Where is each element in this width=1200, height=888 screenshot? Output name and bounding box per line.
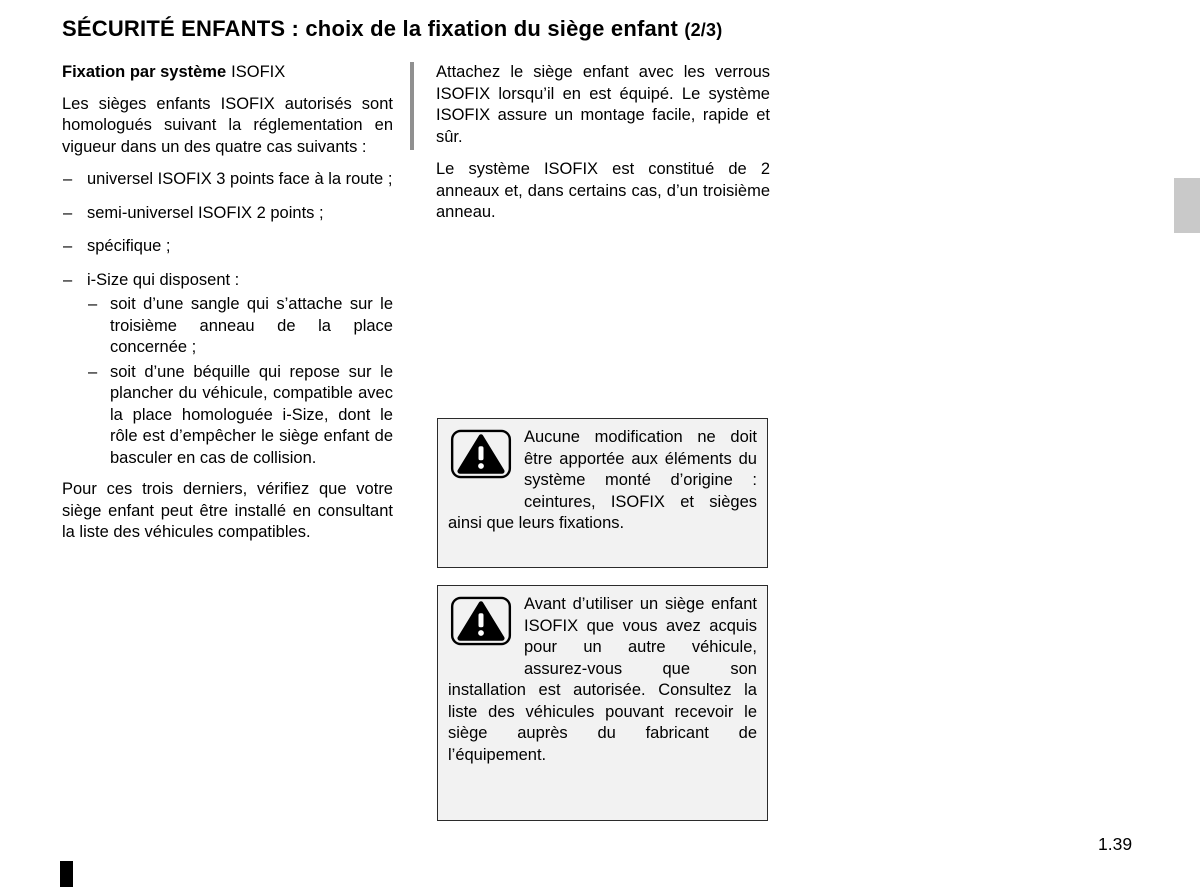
section-heading [62,62,393,84]
chapter-tab-marker [1174,178,1200,233]
section-heading-bold: Fixation par système [62,63,227,81]
list-item-text: universel ISOFIX 3 points face à la route ; [87,170,393,188]
body-paragraph: Attachez le siège enfant avec les verrous ISOFIX lorsqu’il en est équipé. Le système ISOFIX assure un montage facile, rapide et sûr. [436,63,770,146]
print-registration-mark [60,861,73,887]
list-item [62,270,393,292]
bullet-dash: – [63,203,73,222]
page-title-text: SÉCURITÉ ENFANTS : choix de la fixation du siège enfant [62,16,679,41]
bullet-dash: – [63,270,73,289]
list-item-text: semi-universel ISOFIX 2 points ; [87,203,324,222]
bullet-dash: – [88,362,98,381]
bullet-dash: – [88,295,98,313]
section-heading-normal: ISOFIX [231,63,286,81]
list-item-text: spécifique ; [87,237,171,255]
warning-text: Avant d’utiliser un siège enfant ISOFIX que vous avez acquis pour un autre véhicule, assurez-vous que son installation est autorisée. Consultez la liste des véhicules pouvant recevoir le siège auprès du fabricant de l’équipement. [448,595,757,764]
sub-list-item [62,362,393,470]
page-title-indicator: (2/3) [684,20,723,40]
closing-paragraph: Pour ces trois derniers, vérifiez que votre siège enfant peut être installé en consultant la liste des véhicules compatibles. [62,480,393,541]
warning-triangle-icon [450,596,512,646]
bullet-dash: – [63,237,73,255]
list-item [62,203,393,225]
sub-list-item [62,294,393,359]
body-paragraph: Le système ISOFIX est constitué de 2 anneaux et, dans certains cas, d’un troisième anneau. [436,160,770,221]
intro-paragraph: Les sièges enfants ISOFIX autorisés sont homologués suivant la réglementation en vigueur dans un des quatre cas suivants : [62,94,393,156]
sub-list-item-text: soit d’une béquille qui repose sur le plancher du véhicule, compatible avec la place homologuée i-Size, dont le rôle est d’empêcher le siège enfant de basculer en cas de collision. [110,362,393,467]
list-item [62,169,393,191]
warning-box-1 [437,418,768,568]
warning-triangle-icon [450,429,512,479]
list-item [62,236,393,258]
page-number: 1.39 [1098,834,1133,854]
left-column [62,62,393,555]
column-divider [410,62,414,150]
page-title [62,16,722,42]
warning-box-2 [437,585,768,821]
list-item-text: i-Size qui disposent : [87,270,240,289]
right-column [436,62,770,235]
sub-list-item-text: soit d’une sangle qui s’attache sur le troisième anneau de la place concernée ; [110,295,393,356]
bullet-dash: – [63,170,73,188]
warning-text: Aucune modification ne doit être apportée aux éléments du système monté d’origine : ceintures, ISOFIX et sièges ainsi que leurs fixations. [448,428,757,532]
